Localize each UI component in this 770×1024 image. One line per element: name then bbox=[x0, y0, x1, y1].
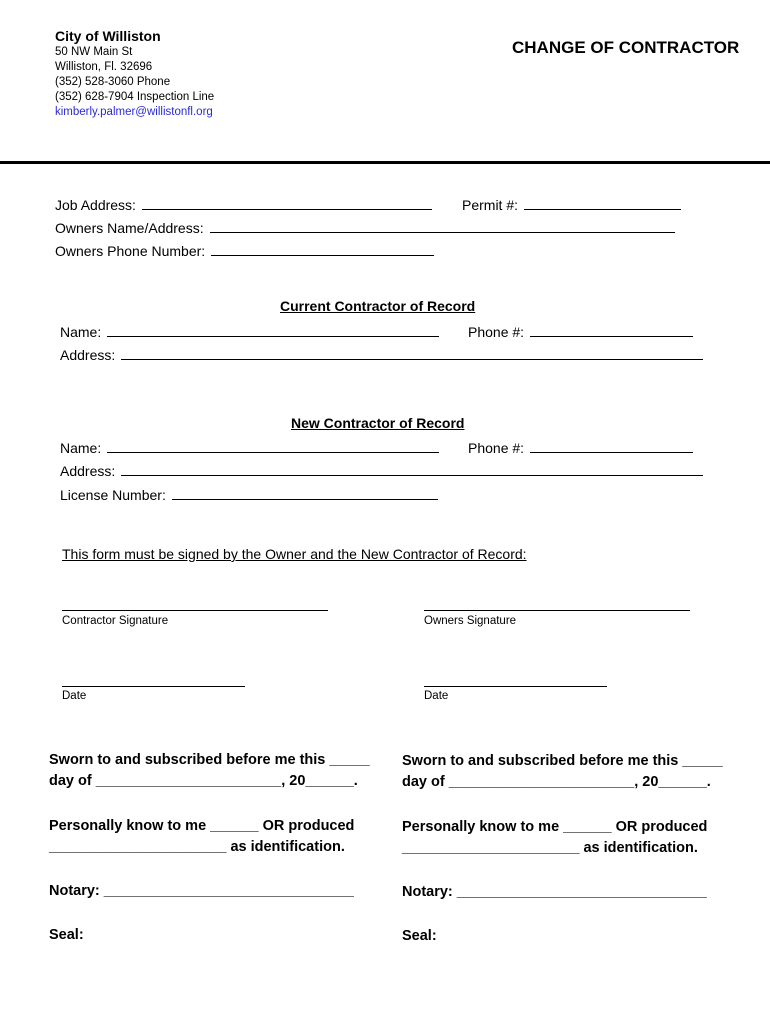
new-phone-field bbox=[468, 438, 693, 457]
contractor-date-line[interactable] bbox=[62, 686, 245, 687]
owners-signature-line[interactable] bbox=[424, 610, 690, 611]
notary-right-seal: Seal: bbox=[402, 928, 437, 944]
notary-left-sworn bbox=[49, 750, 370, 792]
signature-notice: This form must be signed by the Owner and the New Contractor of Record: bbox=[62, 546, 527, 562]
owners-signature-label: Owners Signature bbox=[424, 615, 517, 627]
sworn-line-1: Sworn to and subscribed before me this _____ bbox=[402, 753, 723, 769]
contractor-date-label: Date bbox=[62, 690, 87, 702]
personal-line-2: ______________________ as identification. bbox=[49, 839, 345, 855]
sworn-line-1: Sworn to and subscribed before me this _____ bbox=[49, 752, 370, 768]
job-address-label: Job Address: bbox=[55, 197, 136, 213]
sworn-line-2: day of _______________________, 20______. bbox=[49, 773, 358, 789]
header-divider bbox=[0, 161, 770, 164]
new-address-field bbox=[60, 461, 703, 480]
current-phone-label: Phone #: bbox=[468, 324, 525, 340]
permit-field bbox=[462, 195, 681, 214]
license-label: License Number: bbox=[60, 487, 166, 503]
owners-phone-label: Owners Phone Number: bbox=[55, 243, 206, 259]
new-address-label: Address: bbox=[60, 463, 116, 479]
phone-number: (352) 528-3060 Phone bbox=[55, 76, 171, 88]
current-phone-field bbox=[468, 322, 693, 341]
new-phone-input[interactable] bbox=[530, 438, 693, 453]
new-name-field bbox=[60, 438, 439, 457]
new-name-label: Name: bbox=[60, 440, 102, 456]
owners-name-input[interactable] bbox=[210, 218, 675, 233]
current-address-input[interactable] bbox=[121, 345, 703, 360]
street-address: 50 NW Main St bbox=[55, 46, 133, 58]
current-address-field bbox=[60, 345, 703, 364]
license-input[interactable] bbox=[172, 485, 438, 500]
owners-phone-input[interactable] bbox=[211, 241, 434, 256]
city-address: Williston, Fl. 32696 bbox=[55, 61, 153, 73]
notary-left-identification bbox=[49, 816, 354, 858]
job-address-input[interactable] bbox=[142, 195, 432, 210]
form-title: CHANGE OF CONTRACTOR bbox=[512, 38, 740, 57]
personal-line-2: ______________________ as identification. bbox=[402, 840, 698, 856]
notary-right-identification bbox=[402, 817, 707, 859]
owners-date-label: Date bbox=[424, 690, 449, 702]
current-name-label: Name: bbox=[60, 324, 102, 340]
email-link[interactable]: kimberly.palmer@willistonfl.org bbox=[55, 106, 213, 118]
sworn-line-2: day of _______________________, 20______. bbox=[402, 774, 711, 790]
current-name-input[interactable] bbox=[107, 322, 439, 337]
current-contractor-heading: Current Contractor of Record bbox=[280, 298, 476, 314]
notary-right-notary: Notary: _______________________________ bbox=[402, 884, 707, 900]
contractor-signature-label: Contractor Signature bbox=[62, 615, 169, 627]
notary-left-notary: Notary: _______________________________ bbox=[49, 883, 354, 899]
notary-right-sworn bbox=[402, 751, 723, 793]
license-field bbox=[60, 485, 438, 504]
permit-input[interactable] bbox=[524, 195, 681, 210]
current-name-field bbox=[60, 322, 439, 341]
owners-name-field bbox=[55, 218, 675, 237]
owners-name-label: Owners Name/Address: bbox=[55, 220, 204, 236]
new-phone-label: Phone #: bbox=[468, 440, 525, 456]
permit-label: Permit #: bbox=[462, 197, 519, 213]
personal-line-1: Personally know to me ______ OR produced bbox=[49, 818, 355, 834]
contractor-signature-line[interactable] bbox=[62, 610, 328, 611]
owners-date-line[interactable] bbox=[424, 686, 607, 687]
org-name: City of Williston bbox=[55, 28, 161, 44]
job-address-field bbox=[55, 195, 432, 214]
current-address-label: Address: bbox=[60, 347, 116, 363]
new-address-input[interactable] bbox=[121, 461, 703, 476]
personal-line-1: Personally know to me ______ OR produced bbox=[402, 819, 708, 835]
notary-left-seal: Seal: bbox=[49, 927, 84, 943]
current-phone-input[interactable] bbox=[530, 322, 693, 337]
new-contractor-heading: New Contractor of Record bbox=[291, 415, 465, 431]
new-name-input[interactable] bbox=[107, 438, 439, 453]
inspection-line: (352) 628-7904 Inspection Line bbox=[55, 91, 215, 103]
owners-phone-field bbox=[55, 241, 434, 260]
